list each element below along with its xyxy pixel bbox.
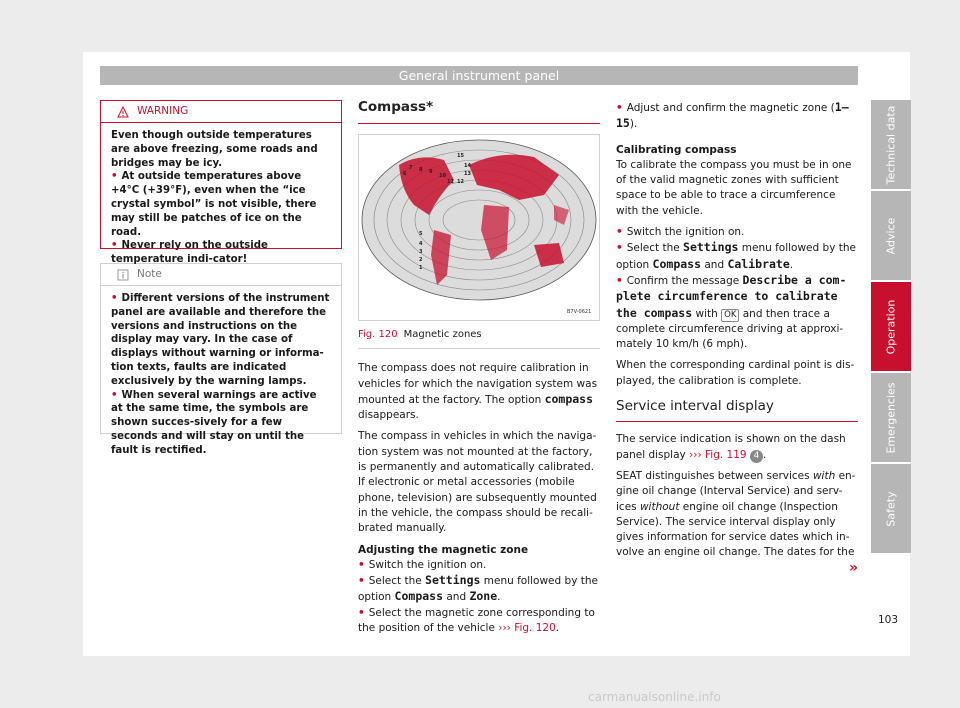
- page-number: 103: [878, 614, 899, 626]
- column-right: [616, 100, 858, 576]
- service-para-2: SEAT distinguishes between services with en-gine oil change (Interval Service) and serv-ices without engine oil change (Inspection Service). The service interval display only gives information for service dates which in-volve an engine oil change. The dates for the »: [616, 469, 858, 576]
- note-label: Note: [137, 267, 162, 280]
- calibrate-step: • Confirm the message Describe a com-plete circumference to calibrate the compass with OK and then trace a complete circumference driving at approxi-mately 10 km/h (6 mph).: [616, 272, 847, 351]
- figure-code: B7V-0621: [567, 309, 592, 315]
- warning-header: [101, 101, 341, 123]
- adjust-step: • Switch the ignition on.: [358, 558, 487, 571]
- ok-key-icon: OK: [721, 309, 739, 322]
- zone-label: 2: [419, 257, 423, 263]
- zone-label: 9: [429, 169, 433, 175]
- magnetic-zones-map: [359, 135, 599, 320]
- calibrate-step: • Select the Settings menu followed by the option Compass and Calibrate.: [616, 240, 856, 271]
- warning-body: [101, 123, 341, 275]
- column-middle: [358, 100, 600, 636]
- column-left: [100, 100, 342, 456]
- compass-para-1: The compass does not require calibration in vehicles for which the navigation system was mounted at the factory. The option compass disappears.: [358, 362, 598, 422]
- zone-label: 5: [419, 231, 423, 237]
- zone-label: 1: [419, 265, 423, 271]
- note-header: [101, 264, 341, 286]
- zone-label: 4: [419, 241, 423, 247]
- compass-para-2: The compass in vehicles in which the naviga-tion system was not mounted at the factory, is permanently and automatically calibrated. If electronic or metal accessories (mobile phone, television) are subsequently mounted in the vehicle, the compass should be recali-brated manually.: [358, 430, 597, 535]
- zone-label: 6: [403, 171, 407, 177]
- tab-operation[interactable]: Operation: [871, 282, 911, 371]
- adjust-title: Adjusting the magnetic zone: [358, 543, 529, 556]
- adjust-step: • Adjust and confirm the magnetic zone (1–15).: [616, 100, 849, 131]
- zone-label: 8: [419, 167, 423, 173]
- warning-triangle-icon: [117, 106, 129, 118]
- adjust-step: • Select the magnetic zone corresponding to the position of the vehicle ››› Fig. 120.: [358, 606, 595, 635]
- warning-intro: Even though outside temperatures are above freezing, some roads and bridges may be icy.: [111, 130, 318, 169]
- figure-caption: Fig. 120 Magnetic zones: [358, 329, 482, 340]
- tab-advice[interactable]: Advice: [871, 191, 911, 280]
- zone-label: 14: [464, 163, 471, 169]
- callout-number-icon: 4: [750, 450, 763, 463]
- magnetic-zones-figure: [358, 134, 600, 321]
- calibrate-done: When the corresponding cardinal point is dis-played, the calibration is complete.: [616, 359, 855, 387]
- section-tabs: [871, 100, 911, 555]
- note-bullet: • Different versions of the instrument panel are available and therefore the versions and instructions on the display may vary. In the case of displays without warning or informa-tion texts, faults are indicated exclusively by the warning lamps.: [111, 293, 330, 387]
- adjust-step: • Select the Settings menu followed by the option Compass and Zone.: [358, 573, 598, 604]
- warning-bullet: • At outside temperatures above +4°C (+39°F), even when the “ice crystal symbol” is not visible, there may still be patches of ice on the road.: [111, 171, 317, 238]
- service-interval-title: Service interval display: [616, 399, 858, 422]
- service-para-1: The service indication is shown on the dash panel display ››› Fig. 119 4 .: [616, 433, 846, 461]
- watermark: carmanualsonline.info: [588, 690, 721, 704]
- compass-title: Compass*: [358, 100, 600, 124]
- warning-label: WARNING: [137, 104, 189, 117]
- figure-link[interactable]: ››› Fig. 120: [498, 622, 556, 635]
- note-body: [101, 286, 341, 466]
- calibrate-step: • Switch the ignition on.: [616, 226, 745, 239]
- note-box: [100, 263, 342, 456]
- zone-label: 7: [409, 165, 413, 171]
- figure-link[interactable]: ››› Fig. 119: [689, 448, 747, 461]
- zone-label: 11: [447, 179, 454, 185]
- tab-safety[interactable]: Safety: [871, 464, 911, 553]
- page-header: General instrument panel: [100, 66, 858, 85]
- zone-label: 12: [457, 179, 464, 185]
- calibrate-intro: To calibrate the compass you must be in one of the valid magnetic zones with sufficient space to be able to trace a circumference with the vehicle.: [616, 158, 852, 217]
- note-bullet: • When several warnings are active at the same time, the symbols are shown succes-sively for a few seconds and will stay on until the fault is rectified.: [111, 389, 317, 456]
- zone-label: 15: [457, 153, 464, 159]
- calibrate-title: Calibrating compass: [616, 143, 737, 156]
- tab-technical-data[interactable]: Technical data: [871, 100, 911, 189]
- warning-bullet: • Never rely on the outside temperature indi-cator!: [111, 240, 268, 266]
- continue-arrow-icon: »: [848, 559, 858, 576]
- tab-emergencies[interactable]: Emergencies: [871, 373, 911, 462]
- info-icon: [117, 269, 129, 281]
- zone-label: 10: [439, 173, 446, 179]
- zone-label: 3: [419, 249, 423, 255]
- warning-box: [100, 100, 342, 266]
- zone-label: 13: [464, 171, 471, 177]
